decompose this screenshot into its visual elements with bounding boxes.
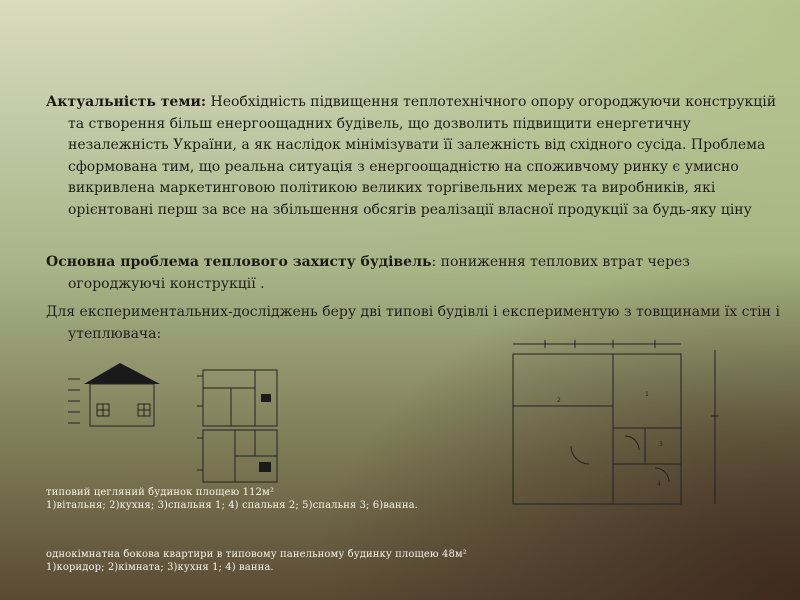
problem-label: Основна проблема теплового захисту будівель bbox=[46, 254, 432, 270]
problem-paragraph bbox=[46, 252, 780, 295]
apartment-room-mark-2: 2 bbox=[557, 397, 561, 404]
house-windows bbox=[97, 404, 150, 416]
experiment-text: Для експериментальних-досліджень беру дві типові будівлі і експериментую з товщинами їх стін і утеплювача: bbox=[46, 304, 780, 342]
caption-brick-house bbox=[46, 486, 418, 512]
house-roof bbox=[84, 363, 160, 384]
apartment-room-mark-3: 3 bbox=[659, 441, 663, 448]
caption-brick-house-title: типовий цегляний будинок площею 112м² bbox=[46, 487, 274, 498]
house-floor-plan-drawing bbox=[195, 366, 287, 488]
problem-text: : пониження теплових втрат через огороджуючі конструкції . bbox=[68, 254, 690, 292]
apartment-room-mark-1: 1 bbox=[645, 391, 649, 398]
relevance-text: Необхідність підвищення теплотехнічного опору огороджуючи конструкцій та створення більш енергоощадних будівель, що дозволить підвищити енергетичну незалежність України, а як наслідок мінімізувати її залежність від східного сусіда. Проблема сформована тим, що реальна ситуація з енергоощадністю на споживчому ринку є умисно викривлена маркетинговою політикою великих торгівельних мереж та виробників, які орієнтовані перш за все на збільшення обсягів реалізації власної продукції за будь-яку ціну bbox=[68, 94, 777, 218]
caption-apartment-rooms: 1)коридор; 2)кімната; 3)кухня 1; 4) ванна. bbox=[46, 562, 274, 573]
house-level-marks bbox=[68, 379, 80, 423]
apartment-room-mark-4: 4 bbox=[657, 481, 661, 488]
relevance-paragraph bbox=[46, 92, 780, 221]
caption-apartment-title: однокімнатна бокова квартири в типовому панельному будинку площею 48м² bbox=[46, 549, 467, 560]
house-elevation-drawing bbox=[62, 360, 172, 432]
caption-brick-house-rooms: 1)вітальня; 2)кухня; 3)спальня 1; 4) спальня 2; 5)спальня 3; 6)ванна. bbox=[46, 500, 418, 511]
apartment-plan-drawing bbox=[505, 336, 725, 512]
caption-apartment bbox=[46, 548, 467, 574]
relevance-label: Актуальність теми: bbox=[46, 94, 207, 110]
